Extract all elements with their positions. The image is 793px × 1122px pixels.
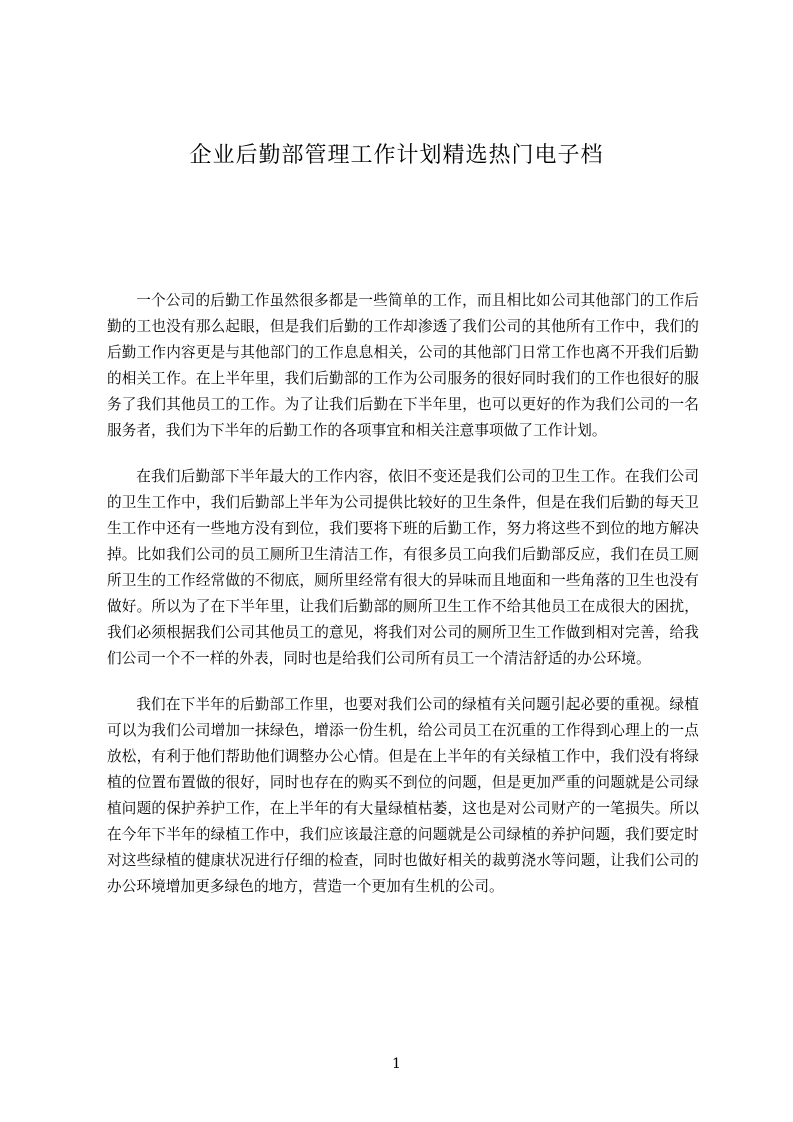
page-number: 1 — [392, 1056, 401, 1072]
paragraph-green-plants: 我们在下半年的后勤部工作里，也要对我们公司的绿植有关问题引起必要的重视。绿植可以为我们公司增加一抹绿色，增添一份生机，给公司员工在沉重的工作得到心理上的一点放松，有利于他们帮助他们调整办公心情。但是在上半年的有关绿植工作中，我们没有将绿植的位置布置做的很好，同时也存在的购买不到位的问题，但是更加严重的问题就是公司绿植问题的保护养护工作，在上半年的有大量绿植枯萎，这也是对公司财产的一笔损失。所以在今年下半年的绿植工作中，我们应该最注意的问题就是公司绿植的养护问题，我们要定时对这些绿植的健康状况进行仔细的检查，同时也做好相关的裁剪浇水等问题，让我们公司的办公环境增加更多绿色的地方，营造一个更加有生机的公司。 — [107, 696, 699, 895]
document-body — [107, 288, 699, 920]
paragraph-logistics-overview: 一个公司的后勤工作虽然很多都是一些简单的工作，而且相比如公司其他部门的工作后勤的工也没有那么起眼，但是我们后勤的工作却渗透了我们公司的其他所有工作中，我们的后勤工作内容更是与其他部门的工作息息相关，公司的其他部门日常工作也离不开我们后勤的相关工作。在上半年里，我们后勤部的工作为公司服务的很好同时我们的工作也很好的服务了我们其他员工的工作。为了让我们后勤在下半年里，也可以更好的作为我们公司的一名服务者，我们为下半年的后勤工作的各项事宜和相关注意事项做了工作计划。 — [107, 292, 699, 439]
paragraph-sanitation-work: 在我们后勤部下半年最大的工作内容，依旧不变还是我们公司的卫生工作。在我们公司的卫生工作中，我们后勤部上半年为公司提供比较好的卫生条件，但是在我们后勤的每天卫生工作中还有一些地方没有到位，我们要将下班的后勤工作，努力将这些不到位的地方解决掉。比如我们公司的员工厕所卫生清洁工作，有很多员工向我们后勤部反应，我们在员工厕所卫生的工作经常做的不彻底，厕所里经常有很大的异味而且地面和一些角落的卫生也没有做好。所以为了在下半年里，让我们后勤部的厕所卫生工作不给其他员工在成很大的困扰，我们必须根据我们公司其他员工的意见，将我们对公司的厕所卫生工作做到相对完善，给我们公司一个不一样的外表，同时也是给我们公司所有员工一个清洁舒适的办公环境。 — [107, 468, 699, 667]
document-title: 企业后勤部管理工作计划精选热门电子档 — [189, 143, 604, 168]
